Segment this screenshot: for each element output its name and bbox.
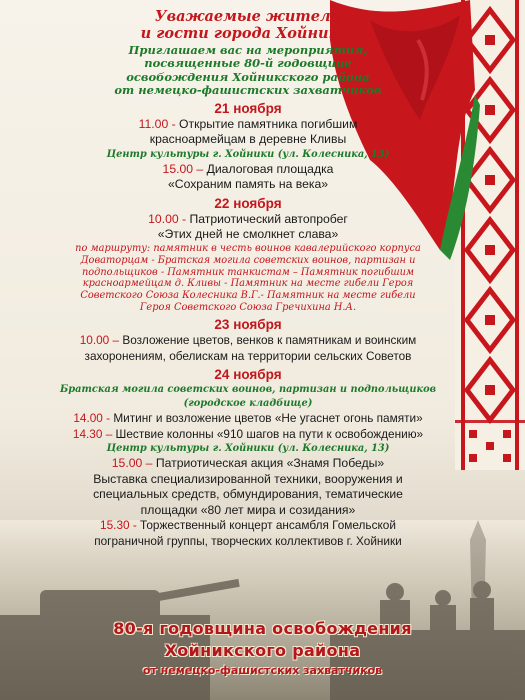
route-line-1: по маршруту: памятник в честь воинов кавалерийского корпуса: [75, 242, 421, 254]
event-time: 10.00 –: [79, 333, 120, 348]
event-time: 15.30 -: [100, 518, 137, 533]
footer-banner: [0, 618, 525, 677]
event-text: Возложение цветов, венков к памятникам и воинским: [119, 333, 417, 348]
route-line-2: Доваторцам - Братская могила советских воинов, партизан и: [80, 254, 416, 266]
route-line-3: подпольщиков - Памятник танкистам – Памятник погибшим: [81, 266, 415, 278]
event-text: Торжественный концерт ансамбля Гомельской: [136, 518, 396, 533]
event-text: Диалоговая площадка: [203, 161, 334, 176]
event-time: 15.00 –: [111, 456, 153, 471]
route-line-4: красноармейцам д. Кливы - Памятник на месте гибели Героя: [82, 278, 414, 290]
event-time: 10.00 -: [148, 211, 187, 226]
event-21-2-cont: «Сохраним память на века»: [167, 177, 328, 192]
event-time: 14.30 –: [72, 426, 113, 441]
route-line-6: Героя Советского Союза Гречихина Н.А.: [139, 302, 357, 314]
date-21: 21 ноября: [214, 100, 282, 116]
date-23: 23 ноября: [214, 317, 282, 333]
event-text: Патриотическая акция «Знамя Победы»: [152, 456, 385, 471]
venue-24-1: Братская могила советских воинов, партизан и подпольщиков: [59, 384, 437, 396]
event-time: 15.00 –: [162, 161, 204, 176]
footer-line-3: от немецко-фашистских захватчиков: [142, 664, 383, 677]
event-time: 14.00 -: [73, 411, 111, 426]
event-21-1-cont: красноармейцам в деревне Кливы: [149, 132, 347, 147]
footer-line-1: 80-я годовщина освобождения: [113, 619, 412, 638]
event-24-4-cont: пограничной группы, творческих коллективов г. Хойники: [94, 533, 402, 548]
route-line-5: Советского Союза Колесника В.Г.- Памятник на месте гибели: [80, 290, 416, 302]
footer-line-2: Хойникского района: [164, 641, 361, 660]
invite-line-4: от немецко-фашистских захватчиков: [114, 83, 382, 98]
date-24: 24 ноября: [214, 367, 282, 383]
event-text: Патриотический автопробег: [186, 211, 348, 226]
event-23-1: [8, 333, 488, 349]
event-22-1-cont: «Этих дней не смолкнет слава»: [157, 227, 339, 242]
event-24-2: [8, 427, 488, 443]
event-24-3-cont-2: специальных средств, обмундирования, тематические: [93, 487, 403, 502]
date-22: 22 ноября: [214, 195, 282, 211]
poster-text: [8, 8, 488, 549]
event-text: Открытие памятника погибшим: [175, 116, 358, 131]
event-text: Митинг и возложение цветов «Не угаснет огонь памяти»: [110, 411, 423, 426]
event-24-4: [8, 518, 488, 534]
invite-line-2: посвященные 80-й годовщине: [144, 56, 352, 71]
invite-line-1: Приглашаем вас на мероприятия,: [128, 43, 368, 57]
event-22-1: [8, 212, 488, 228]
greeting-line-2: и гости города Хойники!: [140, 25, 356, 42]
event-21-2: [8, 162, 488, 178]
event-24-3: [8, 456, 488, 472]
event-text: Шествие колонны «910 шагов на пути к освобождению»: [112, 426, 424, 441]
event-21-1: [8, 117, 488, 133]
event-24-3-cont-1: Выставка специализированной техники, вооружения и: [93, 471, 403, 486]
venue-24-2: Центр культуры г. Хойники (ул. Колесника, 13): [106, 443, 390, 455]
venue-21: Центр культуры г. Хойники (ул. Колесника, 13): [106, 148, 390, 160]
invite-line-3: освобождения Хойникского района: [126, 69, 370, 84]
venue-24-1-note: (городское кладбище): [183, 398, 313, 410]
event-24-3-cont-3: площадки «80 лет мира и созидания»: [140, 502, 356, 517]
greeting-line-1: Уважаемые жители: [154, 8, 342, 25]
event-24-1: [8, 411, 488, 427]
event-time: 11.00 -: [138, 116, 176, 131]
event-23-1-cont: захоронениям, обелискам на территории сельских Советов: [84, 348, 412, 363]
